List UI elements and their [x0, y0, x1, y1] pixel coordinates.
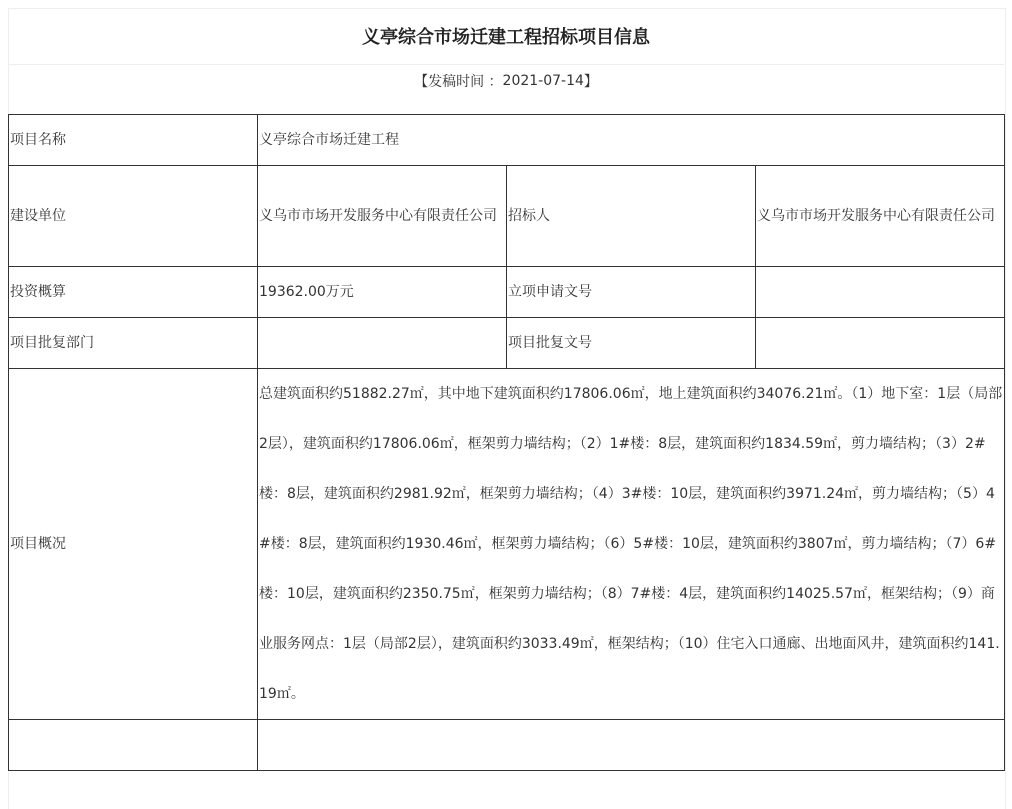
table-row	[9, 369, 1005, 720]
tenderer-value: 义乌市市场开发服务中心有限责任公司	[756, 166, 1005, 267]
builder-label: 建设单位	[9, 166, 258, 267]
approval-number-label: 项目批复文号	[507, 318, 756, 369]
next-row-value	[258, 720, 1005, 771]
approval-dept-label: 项目批复部门	[9, 318, 258, 369]
table-row	[9, 720, 1005, 771]
publish-label: 【发稿时间 ：	[414, 74, 503, 90]
publish-suffix: 】	[583, 74, 598, 90]
application-number-label: 立项申请文号	[507, 267, 756, 318]
investment-label: 投资概算	[9, 267, 258, 318]
table-row	[9, 166, 1005, 267]
overview-value: 总建筑面积约51882.27㎡，其中地下建筑面积约17806.06㎡，地上建筑面积约34076.21㎡。（1）地下室：1层（局部2层），建筑面积约17806.06㎡，框架剪力墙结构；（2）1#楼：8层，建筑面积约1834.59㎡，剪力墙结构；（3）2#楼：8层，建筑面积约2981.92㎡，框架剪力墙结构；（4）3#楼：10层，建筑面积约3971.24㎡，剪力墙结构；（5）4#楼：8层，建筑面积约1930.46㎡，框架剪力墙结构；（6）5#楼：10层，建筑面积约3807㎡，剪力墙结构；（7）6#楼：10层，建筑面积约2350.75㎡，框架剪力墙结构；（8）7#楼：4层，建筑面积约14025.57㎡，框架结构；（9）商业服务网点：1层（局部2层），建筑面积约3033.49㎡，框架结构；（10）住宅入口通廊、出地面风井，建筑面积约141.19㎡。	[258, 369, 1005, 720]
publish-date: 2021-07-14	[502, 73, 584, 89]
investment-value: 19362.00万元	[258, 267, 507, 318]
table-row	[9, 318, 1005, 369]
approval-dept-value	[258, 318, 507, 369]
tenderer-label: 招标人	[507, 166, 756, 267]
project-info-table	[8, 114, 1005, 771]
application-number-value	[756, 267, 1005, 318]
project-name-label: 项目名称	[9, 115, 258, 166]
overview-label: 项目概况	[9, 369, 258, 720]
table-row	[9, 267, 1005, 318]
builder-value: 义乌市市场开发服务中心有限责任公司	[258, 166, 507, 267]
table-row	[9, 115, 1005, 166]
page-title: 义亭综合市场迁建工程招标项目信息	[8, 8, 1004, 65]
publish-date-line	[8, 64, 1004, 98]
approval-number-value	[756, 318, 1005, 369]
project-name-value: 义亭综合市场迁建工程	[258, 115, 1005, 166]
next-row-label	[9, 720, 258, 771]
